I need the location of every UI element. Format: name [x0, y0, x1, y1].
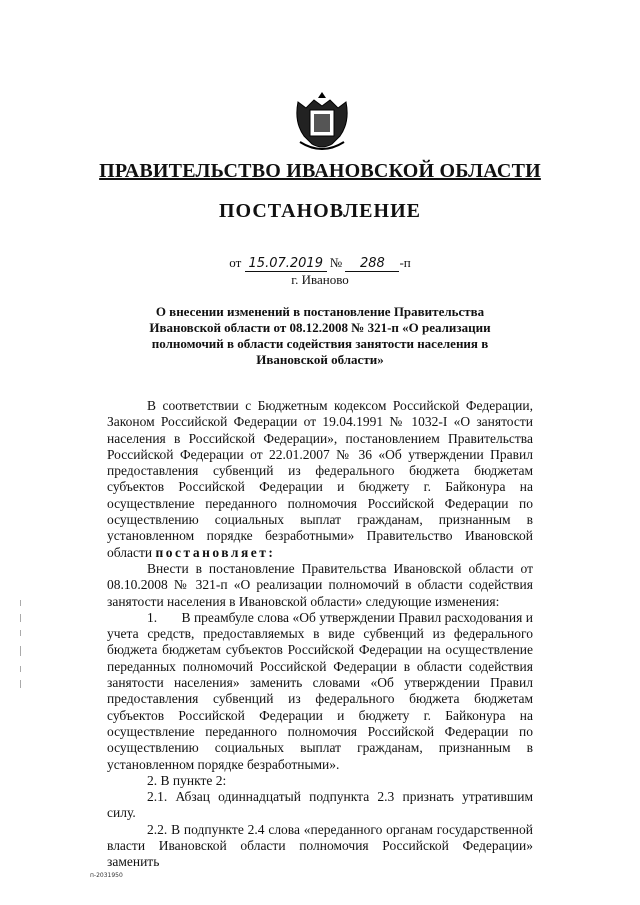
coat-of-arms-emblem	[290, 92, 354, 154]
document-code: п-2031950	[90, 872, 123, 879]
government-title: ПРАВИТЕЛЬСТВО ИВАНОВСКОЙ ОБЛАСТИ	[99, 160, 541, 182]
paragraph-preamble: В соответствии с Бюджетным кодексом Российской Федерации, Законом Российской Федерации от 19.04.1991 № 1032-I «О занятости населения в Российской Федерации», постановлением Правительства Российской Федерации от 22.01.2007 № 36 «Об утверждении Правил предоставления субвенций из федерального бюджета бюджетам субъектов Российской Федерации и бюджету г. Байконура на осуществление переданного полномочия Российской Федерации по осуществлению социальных выплат гражданам, признанным в установленном порядке безработными» Правительство Ивановской области постановляет:	[107, 398, 533, 560]
document-body	[107, 398, 537, 871]
margin-scan-marks	[18, 600, 24, 690]
date-prefix: от	[229, 255, 242, 270]
paragraph-amend: Внести в постановление Правительства Ивановской области от 08.10.2008 № 321-п «О реализации полномочий в области содействия занятости населения в Ивановской области» следующие изменения:	[107, 560, 533, 609]
document-date: 15.07.2019	[245, 256, 327, 272]
paragraph-2-2: 2.2. В подпункте 2.4 слова «переданного органам государственной власти Ивановской области полномочия Российской Федерации» заменить	[107, 821, 533, 870]
document-type-title: ПОСТАНОВЛЕНИЕ	[219, 200, 421, 222]
resolving-verb: постановляет:	[155, 544, 276, 560]
document-subject: О внесении изменений в постановление Правительства Ивановской области от 08.12.2008 № 321-п «О реализации полномочий в области содействия занятости населения в Ивановской области»	[149, 304, 491, 367]
paragraph-2-1: 2.1. Абзац одиннадцатый подпункта 2.3 признать утратившим силу.	[107, 789, 533, 821]
paragraph-2: 2. В пункте 2:	[147, 772, 227, 788]
date-number-line	[0, 255, 640, 272]
document-number: 288	[345, 256, 399, 272]
number-prefix: №	[329, 255, 343, 270]
paragraph-1: 1. В преамбуле слова «Об утверждении Правил расходования и учета средств, предоставляемых в виде субвенций из федерального бюджета бюджетам субъектов Российской Федерации на осуществление переданных полномочий Российской Федерации в области содействия занятости населения» заменить словами «Об утверждении Правил предоставления субвенций из федерального бюджета бюджетам субъектов Российской Федерации и бюджету г. Байконура на осуществление переданного полномочия Российской Федерации по осуществлению социальных выплат гражданам, признанным в установленном порядке безработными».	[107, 609, 537, 772]
number-suffix: -п	[399, 255, 411, 270]
city: г. Иваново	[291, 272, 349, 287]
